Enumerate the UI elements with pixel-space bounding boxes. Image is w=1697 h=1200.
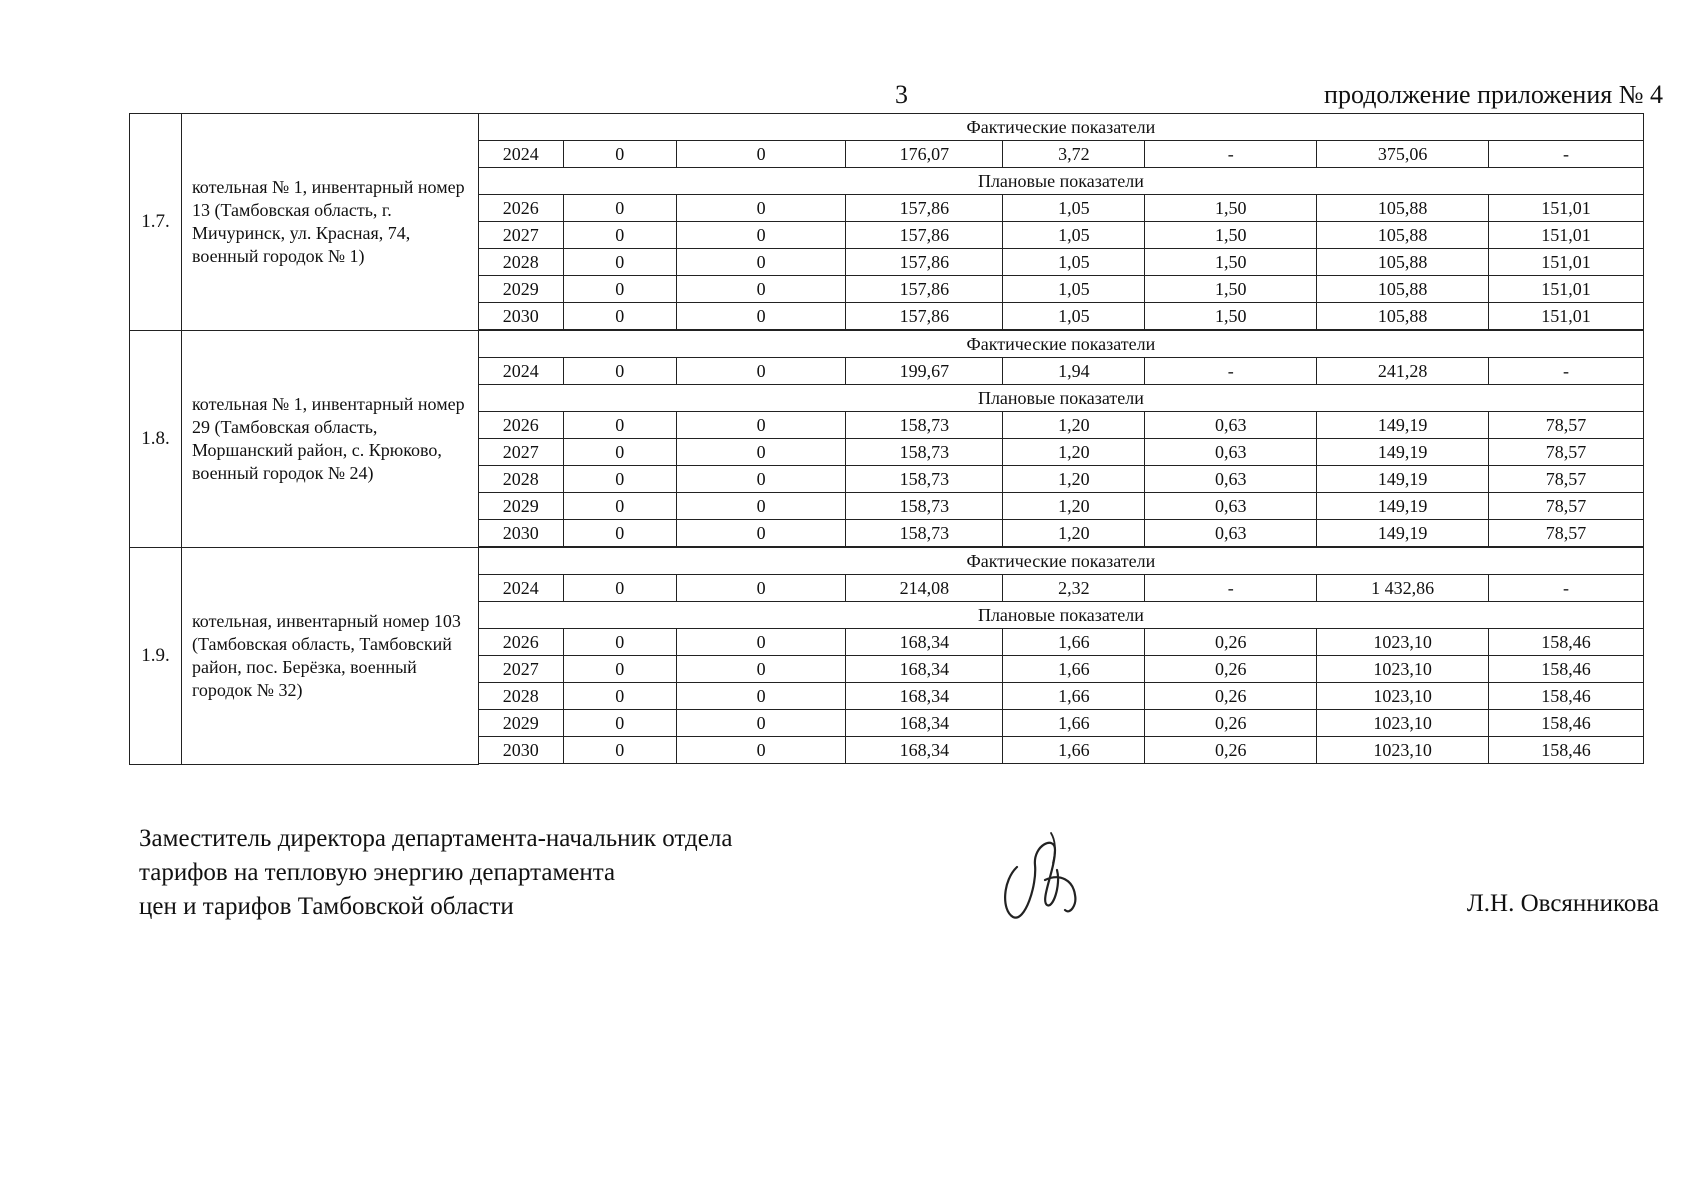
table-cell: 0,63 (1145, 412, 1317, 439)
table-cell: 0 (563, 466, 676, 493)
section-number: 1.7. (130, 114, 182, 331)
table-cell: 1,66 (1003, 629, 1145, 656)
signature-block (139, 822, 732, 924)
table-cell: 105,88 (1317, 276, 1489, 303)
table-cell: 0 (563, 575, 676, 602)
table-cell: 0 (563, 629, 676, 656)
table-cell: 157,86 (846, 249, 1003, 276)
table-cell: 0 (563, 195, 676, 222)
table-cell: 158,73 (846, 412, 1003, 439)
table-cell: 0 (563, 358, 676, 385)
table-cell: 2030 (478, 737, 563, 764)
table-cell: 1,05 (1003, 195, 1145, 222)
table-cell: 0,63 (1145, 439, 1317, 466)
table-cell: 0 (563, 439, 676, 466)
table-cell: 105,88 (1317, 249, 1489, 276)
table-cell: 149,19 (1317, 520, 1489, 547)
table-cell: 0 (563, 656, 676, 683)
table-cell: 158,46 (1489, 710, 1644, 737)
signer-name: Л.Н. Овсянникова (1466, 890, 1659, 917)
table-cell: 1,50 (1145, 249, 1317, 276)
table-cell: 105,88 (1317, 303, 1489, 330)
table-cell: 1023,10 (1317, 737, 1489, 764)
table-cell: 1,05 (1003, 222, 1145, 249)
table-cell: 2024 (478, 358, 563, 385)
section-number: 1.8. (130, 331, 182, 548)
table-cell: 0,26 (1145, 629, 1317, 656)
table-cell: 375,06 (1317, 141, 1489, 168)
table-cell: 158,73 (846, 520, 1003, 547)
table-cell: 2026 (478, 195, 563, 222)
actual-indicators-label: Фактические показатели (478, 114, 1643, 141)
table-cell: 2024 (478, 575, 563, 602)
table-cell: 168,34 (846, 710, 1003, 737)
table-cell: 168,34 (846, 737, 1003, 764)
table-cell: 151,01 (1489, 276, 1644, 303)
table-cell: 0,26 (1145, 683, 1317, 710)
table-cell: 158,46 (1489, 629, 1644, 656)
table-cell: 0,63 (1145, 520, 1317, 547)
table-cell: 105,88 (1317, 195, 1489, 222)
table-cell: 0 (563, 276, 676, 303)
table-cell: 158,73 (846, 466, 1003, 493)
table-cell: 151,01 (1489, 195, 1644, 222)
table-cell: 78,57 (1489, 493, 1644, 520)
planned-indicators-label: Плановые показатели (478, 385, 1643, 412)
appendix-continuation: продолжение приложения № 4 (1324, 80, 1663, 109)
table-cell: - (1489, 575, 1644, 602)
table-cell: 105,88 (1317, 222, 1489, 249)
boiler-name: котельная № 1, инвентарный номер 29 (Тамбовская область, Моршанский район, с. Крюково, военный городок № 24) (181, 331, 478, 548)
planned-indicators-label: Плановые показатели (478, 168, 1643, 195)
table-cell: 158,46 (1489, 683, 1644, 710)
section-number: 1.9. (130, 548, 182, 765)
table-cell: 2028 (478, 683, 563, 710)
table-cell: - (1145, 141, 1317, 168)
table-cell: 241,28 (1317, 358, 1489, 385)
table-cell: 2029 (478, 493, 563, 520)
table-cell: 1,20 (1003, 439, 1145, 466)
table-cell: - (1489, 358, 1644, 385)
table-cell: 1023,10 (1317, 656, 1489, 683)
table-cell: 1,94 (1003, 358, 1145, 385)
table-cell: 0 (676, 737, 846, 764)
table-cell: 0 (676, 466, 846, 493)
planned-indicators-label: Плановые показатели (478, 602, 1643, 629)
table-cell: 0 (676, 195, 846, 222)
table-cell: 168,34 (846, 683, 1003, 710)
table-cell: 158,46 (1489, 656, 1644, 683)
table-cell: 157,86 (846, 276, 1003, 303)
table-cell: 149,19 (1317, 439, 1489, 466)
table-cell: 0 (563, 683, 676, 710)
table-cell: 0 (676, 683, 846, 710)
table-cell: 151,01 (1489, 222, 1644, 249)
table-cell: 1 432,86 (1317, 575, 1489, 602)
table-cell: 0 (563, 710, 676, 737)
table-cell: - (1145, 575, 1317, 602)
table-cell: 0 (563, 222, 676, 249)
table-cell: 0 (563, 141, 676, 168)
table-cell: 2027 (478, 656, 563, 683)
table-cell: 0 (676, 520, 846, 547)
page-number: 3 (895, 80, 908, 109)
table-cell: 0 (676, 249, 846, 276)
table-cell: 151,01 (1489, 249, 1644, 276)
table-cell: 78,57 (1489, 520, 1644, 547)
actual-indicators-label: Фактические показатели (478, 548, 1643, 575)
table-cell: - (1489, 141, 1644, 168)
table-cell: 157,86 (846, 303, 1003, 330)
table-cell: 2027 (478, 439, 563, 466)
table-cell: 1,50 (1145, 303, 1317, 330)
table-cell: 1,20 (1003, 493, 1145, 520)
table-cell: 158,73 (846, 439, 1003, 466)
table-cell: 78,57 (1489, 439, 1644, 466)
table-cell: 0 (676, 710, 846, 737)
table-cell: 1,66 (1003, 683, 1145, 710)
table-cell: 214,08 (846, 575, 1003, 602)
table-cell: 1023,10 (1317, 629, 1489, 656)
table-cell: 1,05 (1003, 303, 1145, 330)
table-cell: 0,63 (1145, 466, 1317, 493)
table-cell: 168,34 (846, 629, 1003, 656)
table-cell: 2029 (478, 276, 563, 303)
table-cell: 1,20 (1003, 412, 1145, 439)
table-cell: 78,57 (1489, 466, 1644, 493)
table-cell: 0 (676, 493, 846, 520)
section-header-row (130, 114, 1644, 141)
table-cell: 0,26 (1145, 710, 1317, 737)
table-cell: 0 (563, 249, 676, 276)
table-cell: 2026 (478, 412, 563, 439)
table-cell: 2026 (478, 629, 563, 656)
spacer-cell (478, 764, 1643, 765)
table-cell: 1,50 (1145, 222, 1317, 249)
table-cell: 1,50 (1145, 276, 1317, 303)
table-cell: 1023,10 (1317, 710, 1489, 737)
table-cell: 2027 (478, 222, 563, 249)
boiler-name: котельная № 1, инвентарный номер 13 (Тамбовская область, г. Мичуринск, ул. Красная, 74, военный городок № 1) (181, 114, 478, 331)
table-cell: 1,66 (1003, 710, 1145, 737)
table-cell: 0 (676, 222, 846, 249)
table-cell: 0 (676, 358, 846, 385)
table-cell: 0,63 (1145, 493, 1317, 520)
table-cell: 1,50 (1145, 195, 1317, 222)
handwritten-signature (995, 825, 1095, 925)
table-cell: 151,01 (1489, 303, 1644, 330)
boiler-name: котельная, инвентарный номер 103 (Тамбовская область, Тамбовский район, пос. Берёзка, военный городок № 32) (181, 548, 478, 765)
table-cell: 0,26 (1145, 656, 1317, 683)
table-cell: 1023,10 (1317, 683, 1489, 710)
table-cell: 0 (676, 656, 846, 683)
table-cell: 0 (563, 493, 676, 520)
position-line-1: Заместитель директора департамента-начальник отдела (139, 825, 733, 852)
table-cell: 1,20 (1003, 520, 1145, 547)
table-cell: 2029 (478, 710, 563, 737)
table-cell: 2024 (478, 141, 563, 168)
table-cell: 0 (676, 276, 846, 303)
table-cell: 157,86 (846, 222, 1003, 249)
table-cell: 157,86 (846, 195, 1003, 222)
table-cell: 1,66 (1003, 656, 1145, 683)
indicators-table (129, 113, 1644, 765)
table-cell: 78,57 (1489, 412, 1644, 439)
table-cell: 3,72 (1003, 141, 1145, 168)
table-cell: 0 (676, 439, 846, 466)
table-cell: 0 (563, 520, 676, 547)
table-cell: 2028 (478, 249, 563, 276)
actual-indicators-label: Фактические показатели (478, 331, 1643, 358)
table-cell: 0 (676, 141, 846, 168)
table-cell: 176,07 (846, 141, 1003, 168)
table-cell: 2030 (478, 520, 563, 547)
table-cell: 1,05 (1003, 276, 1145, 303)
position-line-3: цен и тарифов Тамбовской области (139, 893, 514, 920)
table-cell: 0 (676, 629, 846, 656)
table-cell: - (1145, 358, 1317, 385)
position-line-2: тарифов на тепловую энергию департамента (139, 859, 616, 886)
table-cell: 1,66 (1003, 737, 1145, 764)
table-cell: 168,34 (846, 656, 1003, 683)
table-cell: 149,19 (1317, 493, 1489, 520)
section-header-row (130, 548, 1644, 575)
table-cell: 2028 (478, 466, 563, 493)
table-cell: 0 (563, 303, 676, 330)
table-cell: 2030 (478, 303, 563, 330)
table-cell: 0 (563, 412, 676, 439)
section-header-row (130, 331, 1644, 358)
table-cell: 158,73 (846, 493, 1003, 520)
table-cell: 0,26 (1145, 737, 1317, 764)
table-cell: 199,67 (846, 358, 1003, 385)
table-cell: 149,19 (1317, 412, 1489, 439)
table-cell: 149,19 (1317, 466, 1489, 493)
table-cell: 0 (563, 737, 676, 764)
table-cell: 0 (676, 412, 846, 439)
table-cell: 158,46 (1489, 737, 1644, 764)
table-cell: 0 (676, 575, 846, 602)
table-cell: 1,05 (1003, 249, 1145, 276)
table-cell: 2,32 (1003, 575, 1145, 602)
table-cell: 0 (676, 303, 846, 330)
table-cell: 1,20 (1003, 466, 1145, 493)
